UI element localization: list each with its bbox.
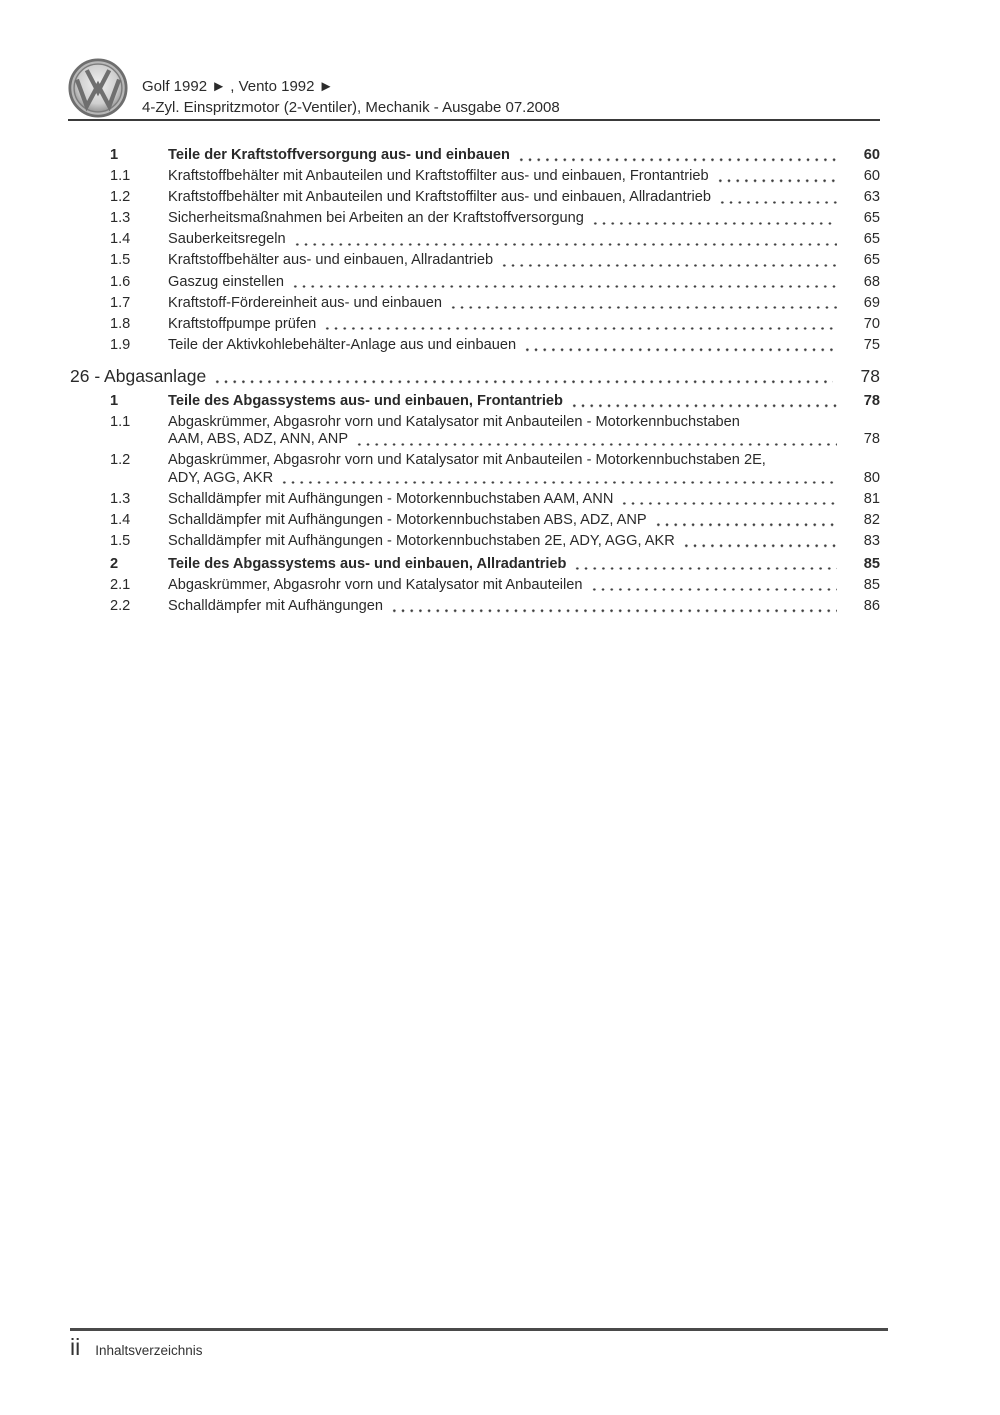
entry-body <box>168 295 880 312</box>
dot-leader <box>523 348 837 351</box>
page-number: ii <box>70 1334 81 1360</box>
entry-body <box>168 252 880 269</box>
entry-title: Schalldämpfer mit Aufhängungen <box>168 597 383 614</box>
toc-entry[interactable] <box>68 533 880 550</box>
chapter-page-number: 78 <box>860 366 880 387</box>
entry-last-line <box>168 274 880 291</box>
toc-entry[interactable] <box>68 577 880 594</box>
entry-last-line <box>168 168 880 185</box>
entry-title: Sauberkeitsregeln <box>168 231 286 248</box>
dot-leader <box>390 609 837 612</box>
entry-body <box>168 491 880 508</box>
entry-title: Abgaskrümmer, Abgasrohr vorn und Katalysator mit Anbauteilen <box>168 576 583 593</box>
entry-title: Teile der Aktivkohlebehälter-Anlage aus und einbauen <box>168 336 517 353</box>
entry-last-line <box>168 295 880 312</box>
entry-last-line <box>168 189 880 206</box>
entry-body <box>168 577 880 594</box>
entry-title: Sicherheitsmaßnahmen bei Arbeiten an der Kraftstoffversorgung <box>168 210 584 227</box>
dot-leader <box>293 243 837 246</box>
entry-title: AAM, ABS, ADZ, ANN, ANP <box>168 431 349 448</box>
entry-page-number: 75 <box>863 336 880 353</box>
header-edition: 4-Zyl. Einspritzmotor (2-Ventiler), Mechanik - Ausgabe 07.2008 <box>142 99 560 116</box>
entry-page-number: 65 <box>863 252 880 269</box>
entry-last-line <box>168 512 880 529</box>
entry-last-line <box>168 337 880 354</box>
header-divider <box>68 119 880 121</box>
header-models: Golf 1992 ► , Vento 1992 ► <box>142 78 334 95</box>
entry-number: 2.1 <box>110 576 131 593</box>
entry-body <box>168 147 880 164</box>
entry-title: Kraftstoffpumpe prüfen <box>168 315 317 332</box>
entry-page-number: 82 <box>863 511 880 528</box>
entry-number: 1.5 <box>110 252 131 269</box>
entry-page-number: 78 <box>863 393 880 410</box>
entry-page-number: 86 <box>863 597 880 614</box>
entry-page-number: 63 <box>863 189 880 206</box>
dot-leader <box>591 222 837 225</box>
footer-divider <box>70 1328 888 1331</box>
toc-entry[interactable] <box>68 316 880 333</box>
dot-leader <box>573 567 837 570</box>
entry-body <box>168 337 880 354</box>
entry-last-line <box>168 470 880 487</box>
entry-title: Kraftstoffbehälter mit Anbauteilen und Kraftstoffilter aus- und einbauen, Allradantrieb <box>168 189 712 206</box>
chapter-title: 26 - Abgasanlage <box>70 366 207 387</box>
entry-number: 1.3 <box>110 490 131 507</box>
entry-number: 1.8 <box>110 315 131 332</box>
entry-page-number: 60 <box>863 168 880 185</box>
dot-leader <box>213 380 833 383</box>
toc-entry[interactable] <box>68 393 880 410</box>
toc-section <box>68 147 880 354</box>
dot-leader <box>355 443 837 446</box>
entry-number: 1.7 <box>110 294 131 311</box>
dot-leader <box>570 404 837 407</box>
entry-page-number: 81 <box>863 490 880 507</box>
dot-leader <box>716 179 837 182</box>
entry-body <box>168 452 880 486</box>
table-of-contents <box>68 147 880 619</box>
entry-page-number: 69 <box>863 294 880 311</box>
entry-number: 1.1 <box>110 168 131 185</box>
entry-body <box>168 168 880 185</box>
entry-body <box>168 393 880 410</box>
page-header <box>68 58 880 118</box>
toc-entry[interactable] <box>68 231 880 248</box>
entry-number: 2 <box>110 555 119 572</box>
entry-number: 1.4 <box>110 511 131 528</box>
entry-number: 1 <box>110 393 119 410</box>
dot-leader <box>682 544 837 547</box>
entry-page-number: 70 <box>863 315 880 332</box>
entry-last-line <box>168 491 880 508</box>
entry-page-number: 85 <box>863 576 880 593</box>
toc-entry[interactable] <box>68 295 880 312</box>
entry-page-number: 68 <box>863 273 880 290</box>
entry-number: 1.2 <box>110 189 131 206</box>
dot-leader <box>620 502 837 505</box>
toc-entry[interactable] <box>68 210 880 227</box>
entry-body <box>168 598 880 615</box>
entry-body <box>168 512 880 529</box>
entry-last-line <box>168 533 880 550</box>
entry-page-number: 65 <box>863 231 880 248</box>
dot-leader <box>280 481 837 484</box>
entry-title: Gaszug einstellen <box>168 273 285 290</box>
entry-page-number: 78 <box>863 431 880 448</box>
entry-body <box>168 231 880 248</box>
entry-number: 1.4 <box>110 231 131 248</box>
entry-page-number: 83 <box>863 532 880 549</box>
entry-number: 2.2 <box>110 597 131 614</box>
entry-body <box>168 316 880 333</box>
entry-body <box>168 533 880 550</box>
entry-page-number: 60 <box>863 147 880 163</box>
toc-section <box>68 365 880 615</box>
toc-entry[interactable] <box>68 189 880 206</box>
toc-entry[interactable] <box>68 147 880 164</box>
entry-page-number: 65 <box>863 210 880 227</box>
toc-chapter-heading[interactable] <box>68 365 880 387</box>
entry-title: Kraftstoffbehälter mit Anbauteilen und Kraftstoffilter aus- und einbauen, Frontantrieb <box>168 168 709 185</box>
entry-number: 1 <box>110 147 119 163</box>
entry-title: Kraftstoffbehälter aus- und einbauen, Allradantrieb <box>168 252 494 269</box>
entry-number: 1.5 <box>110 532 131 549</box>
dot-leader <box>449 306 837 309</box>
page-footer <box>70 1334 203 1360</box>
entry-title: Kraftstoff-Fördereinheit aus- und einbauen <box>168 294 442 311</box>
toc-entry[interactable] <box>68 414 880 448</box>
entry-title: Schalldämpfer mit Aufhängungen - Motorkennbuchstaben AAM, ANN <box>168 490 614 507</box>
entry-last-line <box>168 431 880 448</box>
entry-page-number: 80 <box>863 469 880 486</box>
dot-leader <box>654 523 837 526</box>
entry-body <box>168 274 880 291</box>
toc-entry[interactable] <box>68 337 880 354</box>
dot-leader <box>291 285 837 288</box>
entry-page-number: 85 <box>863 555 880 572</box>
entry-last-line <box>168 577 880 594</box>
toc-entry[interactable] <box>68 491 880 508</box>
entry-title-line: Abgaskrümmer, Abgasrohr vorn und Katalysator mit Anbauteilen - Motorkennbuchstaben <box>168 414 740 431</box>
entry-last-line <box>168 556 880 573</box>
entry-title: Schalldämpfer mit Aufhängungen - Motorkennbuchstaben ABS, ADZ, ANP <box>168 511 647 528</box>
toc-entry[interactable] <box>68 452 880 486</box>
entry-last-line <box>168 316 880 333</box>
entry-title: Teile des Abgassystems aus- und einbauen, Frontantrieb <box>168 393 563 410</box>
dot-leader <box>500 264 837 267</box>
entry-last-line <box>168 252 880 269</box>
entry-number: 1.6 <box>110 273 131 290</box>
entry-body <box>168 210 880 227</box>
toc-entry[interactable] <box>68 274 880 291</box>
footer-title: Inhaltsverzeichnis <box>95 1343 203 1358</box>
entry-last-line <box>168 393 880 410</box>
entry-number: 1.9 <box>110 336 131 353</box>
entry-title: Teile des Abgassystems aus- und einbauen, Allradantrieb <box>168 555 567 572</box>
toc-entry[interactable] <box>68 512 880 529</box>
entry-number: 1.2 <box>110 452 131 469</box>
dot-leader <box>517 158 837 161</box>
entry-title: ADY, AGG, AKR <box>168 469 274 486</box>
toc-entry[interactable] <box>68 556 880 573</box>
entry-body <box>168 189 880 206</box>
toc-entry[interactable] <box>68 598 880 615</box>
toc-entry[interactable] <box>68 252 880 269</box>
entry-title-line: Abgaskrümmer, Abgasrohr vorn und Katalysator mit Anbauteilen - Motorkennbuchstaben 2E, <box>168 452 766 469</box>
toc-entry[interactable] <box>68 168 880 185</box>
entry-number: 1.3 <box>110 210 131 227</box>
entry-body <box>168 556 880 573</box>
dot-leader <box>590 588 837 591</box>
entry-body <box>168 414 880 448</box>
entry-last-line <box>168 598 880 615</box>
dot-leader <box>718 201 837 204</box>
header-text-block <box>142 58 560 118</box>
vw-logo-icon <box>68 58 128 118</box>
entry-last-line <box>168 210 880 227</box>
entry-title: Schalldämpfer mit Aufhängungen - Motorkennbuchstaben 2E, ADY, AGG, AKR <box>168 532 675 549</box>
entry-number: 1.1 <box>110 414 131 431</box>
entry-last-line <box>168 147 880 164</box>
dot-leader <box>323 327 837 330</box>
entry-last-line <box>168 231 880 248</box>
entry-title: Teile der Kraftstoffversorgung aus- und einbauen <box>168 147 510 163</box>
